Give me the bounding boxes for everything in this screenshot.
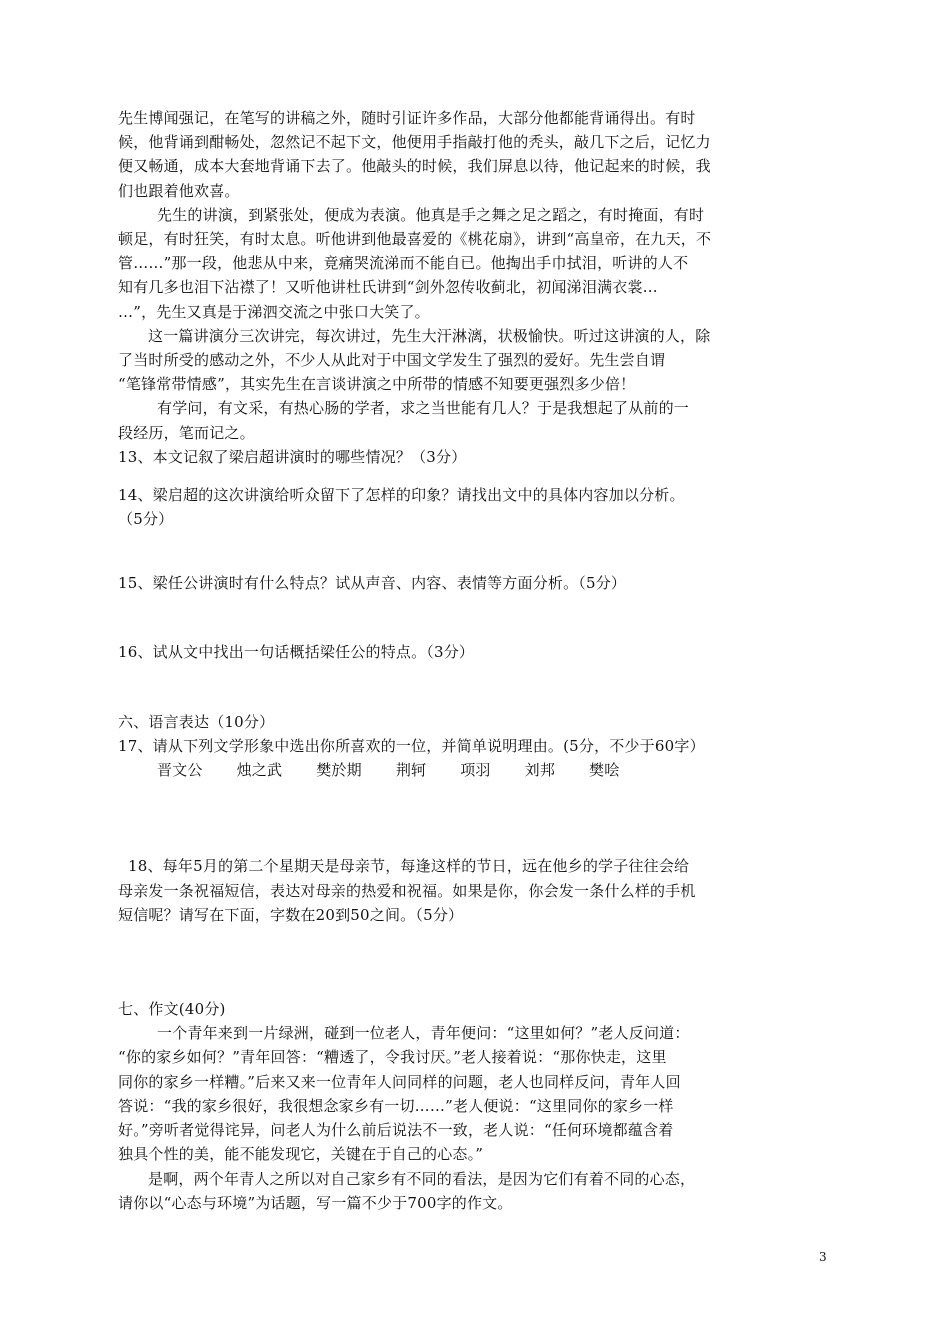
- text-line: 顿足，有时狂笑，有时太息。听他讲到他最喜爱的《桃花扇》，讲到“高皇帝，在九天，不: [118, 230, 712, 249]
- text-line: 这一篇讲演分三次讲完，每次讲过，先生大汗淋漓，状极愉快。听过这讲演的人，除: [148, 326, 711, 345]
- answer-space[interactable]: [118, 927, 836, 997]
- text-line: 先生的讲演，到紧张处，便成为表演。他真是手之舞之足之蹈之，有时掩面，有时: [157, 205, 705, 224]
- text-line: 知有几多也泪下沾襟了！又听他讲杜氏讲到“剑外忽传收蓟北，初闻涕泪满衣裳…: [118, 278, 658, 297]
- text-line: 管……”那一段，他悲从中来，竟痛哭流涕而不能自已。他掏出手巾拭泪，听讲的人不: [118, 254, 689, 273]
- character-name: 樊哙: [589, 761, 620, 780]
- character-name: 晋文公: [157, 761, 203, 780]
- text-line: 候，他背诵到酣畅处，忽然记不起下文，他便用手指敲打他的秃头，敲几下之后，记忆力: [118, 133, 711, 152]
- question-14-points: （5分）: [118, 510, 174, 529]
- passage-paragraph-1: [118, 106, 836, 203]
- answer-space[interactable]: [118, 531, 836, 571]
- page-number: 3: [819, 1250, 827, 1264]
- question-16: 16、试从文中找出一句话概括梁任公的特点。（3分）: [118, 642, 475, 661]
- passage-paragraph-2: [118, 203, 836, 324]
- text-line: 段经历，笔而记之。: [118, 423, 255, 442]
- essay-prompt-paragraph-1: [118, 1021, 836, 1166]
- character-name: 项羽: [460, 761, 491, 780]
- text-line: 一个青年来到一片绿洲，碰到一位老人，青年便问：“这里如何？”老人反问道：: [157, 1024, 690, 1043]
- character-name: 刘邦: [524, 761, 556, 780]
- answer-space[interactable]: [118, 469, 836, 483]
- essay-prompt-paragraph-2: [118, 1167, 836, 1215]
- character-name: 烛之武: [236, 761, 283, 780]
- question-18: [118, 854, 836, 927]
- passage-paragraph-3: [118, 324, 836, 397]
- text-line: 答说：“我的家乡很好，我很想念家乡有一切……”老人便说：“这里同你的家乡一样: [118, 1096, 674, 1115]
- answer-space[interactable]: [118, 664, 836, 710]
- document-page: [118, 106, 836, 1215]
- text-line: 了当时所受的感动之外，不少人从此对于中国文学发生了强烈的爱好。先生尝自谓: [118, 351, 666, 370]
- text-line: 短信呢？请写在下面，字数在20到50之间。（5分）: [118, 905, 464, 924]
- text-line: 独具个性的美，能不能发现它，关键在于自己的心态。”: [118, 1145, 484, 1164]
- text-line: 18、每年5月的第二个星期天是母亲节，每逢这样的节日，远在他乡的学子往往会给: [128, 857, 690, 876]
- question-17: 17、请从下列文学形象中选出你所喜欢的一位，并简单说明理由。(5分，不少于60字）: [118, 737, 705, 756]
- passage-paragraph-4: [118, 396, 836, 444]
- character-name: 荆轲: [395, 761, 427, 780]
- text-line: “笔锋常带情感”，其实先生在言谈讲演之中所带的情感不知要更强烈多少倍！: [118, 375, 636, 394]
- text-line: “你的家乡如何？”青年回答：“糟透了，令我讨厌。”老人接着说：“那你快走，这里: [118, 1048, 667, 1067]
- text-line: 先生博闻强记，在笔写的讲稿之外，随时引证许多作品，大部分他都能背诵得出。有时: [118, 109, 696, 127]
- text-line: 同你的家乡一样糟。”后来又来一位青年人问同样的问题，老人也同样反问，青年人回: [118, 1072, 681, 1091]
- question-14: 14、梁启超的这次讲演给听众留下了怎样的印象？请找出文中的具体内容加以分析。: [118, 486, 685, 505]
- character-list: [118, 758, 836, 782]
- text-line: 请你以“心态与环境”为话题，写一篇不少于700字的作文。: [118, 1193, 513, 1212]
- section-6-heading: 六、语言表达（10分）: [118, 712, 275, 731]
- text-line: 好。”旁听者觉得诧异，问老人为什么前后说法不一致，老人说：“任何环境都蕴含着: [118, 1121, 674, 1140]
- question-13: 13、本文记叙了梁启超讲演时的哪些情况？（3分）: [118, 447, 467, 466]
- character-name: 樊於期: [316, 761, 362, 780]
- section-7-heading: 七、作文(40分): [118, 1000, 226, 1019]
- text-line: 便又畅通，成本大套地背诵下去了。他敲头的时候，我们屏息以待，他记起来的时候，我: [118, 157, 711, 176]
- text-line: 是啊，两个年青人之所以对自己家乡有不同的看法，是因为它们有着不同的心态，: [148, 1169, 696, 1188]
- text-line: …”，先生又真是于涕泗交流之中张口大笑了。: [118, 302, 430, 321]
- text-line: 们也跟着他欢喜。: [118, 181, 240, 200]
- text-line: 有学问，有文采，有热心肠的学者，求之当世能有几人？于是我想起了从前的一: [157, 399, 690, 418]
- answer-space[interactable]: [118, 596, 836, 640]
- question-15: 15、梁任公讲演时有什么特点？试从声音、内容、表情等方面分析。（5分）: [118, 574, 627, 593]
- text-line: 母亲发一条祝福短信，表达对母亲的热爱和祝福。如果是你，你会发一条什么样的手机: [118, 881, 696, 900]
- answer-space[interactable]: [118, 782, 836, 854]
